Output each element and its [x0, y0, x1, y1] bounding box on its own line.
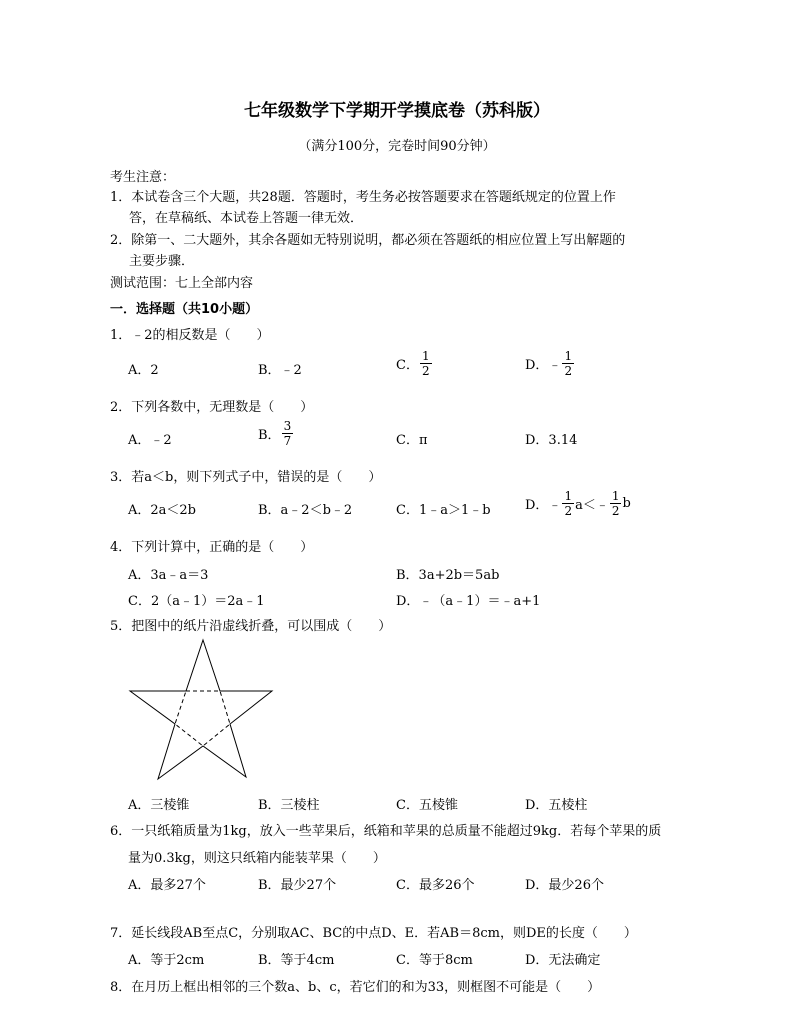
option-d-prefix: D．﹣	[525, 358, 562, 373]
question-6-option-c: C．最多26个	[396, 878, 475, 893]
star-outline	[130, 640, 272, 779]
question-5-option-d: D．五棱柱	[525, 798, 588, 813]
fraction	[420, 350, 432, 377]
question-7-option-b: B．等于4cm	[258, 953, 335, 968]
question-6-option-a: A．最多27个	[128, 878, 206, 893]
star-net-figure	[128, 638, 274, 784]
fraction	[562, 490, 574, 517]
question-6-stem-line-2: 量为0.3kg，则这只纸箱内能装苹果（ ）	[128, 851, 386, 866]
question-2-option-c: C．π	[396, 433, 428, 448]
question-8-stem: 8．在月历上框出相邻的三个数a、b、c，若它们的和为33，则框图不可能是（ ）	[110, 980, 601, 995]
option-d-suffix: b	[622, 496, 631, 511]
question-3-option-c: C．1﹣a＞1﹣b	[396, 503, 491, 518]
fraction-denominator: 2	[611, 504, 620, 518]
question-7-option-c: C．等于8cm	[396, 953, 473, 968]
question-3-option-b: B．a﹣2＜b﹣2	[258, 503, 353, 518]
question-7-option-a: A．等于2cm	[128, 953, 205, 968]
fraction-denominator: 2	[564, 504, 573, 518]
option-c-prefix: C．	[396, 358, 419, 373]
notice-item-2-line-1: 2．除第一、二大题外，其余各题如无特别说明，都必须在答题纸的相应位置上写出解题的	[110, 233, 626, 248]
question-3-option-d	[525, 490, 631, 517]
question-1-stem: 1．﹣2的相反数是（ ）	[110, 328, 270, 343]
notice-item-2-line-2: 主要步骤．	[129, 254, 195, 269]
question-4-option-d: D．﹣（a﹣1）＝﹣a+1	[396, 594, 541, 609]
question-4-option-a: A．3a﹣a＝3	[128, 568, 209, 583]
fraction-numerator: 3	[283, 419, 292, 433]
fraction	[562, 350, 574, 377]
option-d-prefix: D．﹣	[525, 498, 562, 513]
notice-item-1-line-1: 1．本试卷含三个大题，共28题．答题时，考生务必按答题要求在答题纸规定的位置上作	[110, 190, 616, 205]
question-7-option-d: D．无法确定	[525, 953, 601, 968]
question-2-option-a: A．﹣2	[128, 433, 172, 448]
question-1-option-d	[525, 350, 575, 377]
question-1-option-b: B．﹣2	[258, 363, 302, 378]
question-4-option-c: C．2（a﹣1）＝2a﹣1	[128, 594, 265, 609]
question-2-option-d: D．3.14	[525, 433, 578, 448]
question-4-stem: 4．下列计算中，正确的是（ ）	[110, 540, 314, 555]
question-4-option-b: B．3a+2b＝5ab	[396, 568, 500, 583]
question-7-stem: 7．延长线段AB至点C，分别取AC、BC的中点D、E．若AB＝8cm，则DE的长度（ ）	[110, 926, 637, 941]
notice-heading: 考生注意：	[110, 170, 176, 185]
question-6-option-b: B．最少27个	[258, 878, 337, 893]
fraction-numerator: 1	[421, 349, 430, 363]
test-scope: 测试范围：七上全部内容	[110, 276, 254, 291]
question-2-option-b	[258, 420, 294, 447]
option-b-prefix: B．	[258, 428, 281, 443]
fraction	[610, 490, 622, 517]
fraction-denominator: 2	[421, 364, 430, 378]
question-2-stem: 2．下列各数中，无理数是（ ）	[110, 400, 314, 415]
fraction-denominator: 2	[564, 364, 573, 378]
question-3-stem: 3．若a＜b，则下列式子中，错误的是（ ）	[110, 470, 382, 485]
option-d-middle: a＜﹣	[575, 498, 609, 513]
notice-item-1-line-2: 答，在草稿纸、本试卷上答题一律无效．	[129, 211, 364, 226]
fraction-numerator: 1	[564, 349, 573, 363]
question-1-option-c	[396, 350, 433, 377]
fraction-numerator: 1	[611, 489, 620, 503]
question-5-option-c: C．五棱锥	[396, 798, 458, 813]
fraction-numerator: 1	[564, 489, 573, 503]
fold-lines	[175, 691, 230, 746]
question-6-stem-line-1: 6．一只纸箱质量为1kg，放入一些苹果后，纸箱和苹果的总质量不能超过9kg．若每个苹果的质	[110, 824, 662, 839]
section-choice-heading: 一．选择题（共10小题）	[110, 302, 259, 317]
fraction	[282, 420, 294, 447]
question-3-option-a: A．2a＜2b	[128, 503, 197, 518]
question-1-option-a: A．2	[128, 363, 159, 378]
fraction-denominator: 7	[283, 434, 292, 448]
question-5-option-a: A．三棱锥	[128, 798, 190, 813]
exam-subtitle: （满分100分，完卷时间90分钟）	[298, 139, 496, 154]
question-5-option-b: B．三棱柱	[258, 798, 320, 813]
question-6-option-d: D．最少26个	[525, 878, 604, 893]
question-5-stem: 5．把图中的纸片沿虚线折叠，可以围成（ ）	[110, 619, 392, 634]
page-title: 七年级数学下学期开学摸底卷（苏科版）	[244, 101, 550, 121]
